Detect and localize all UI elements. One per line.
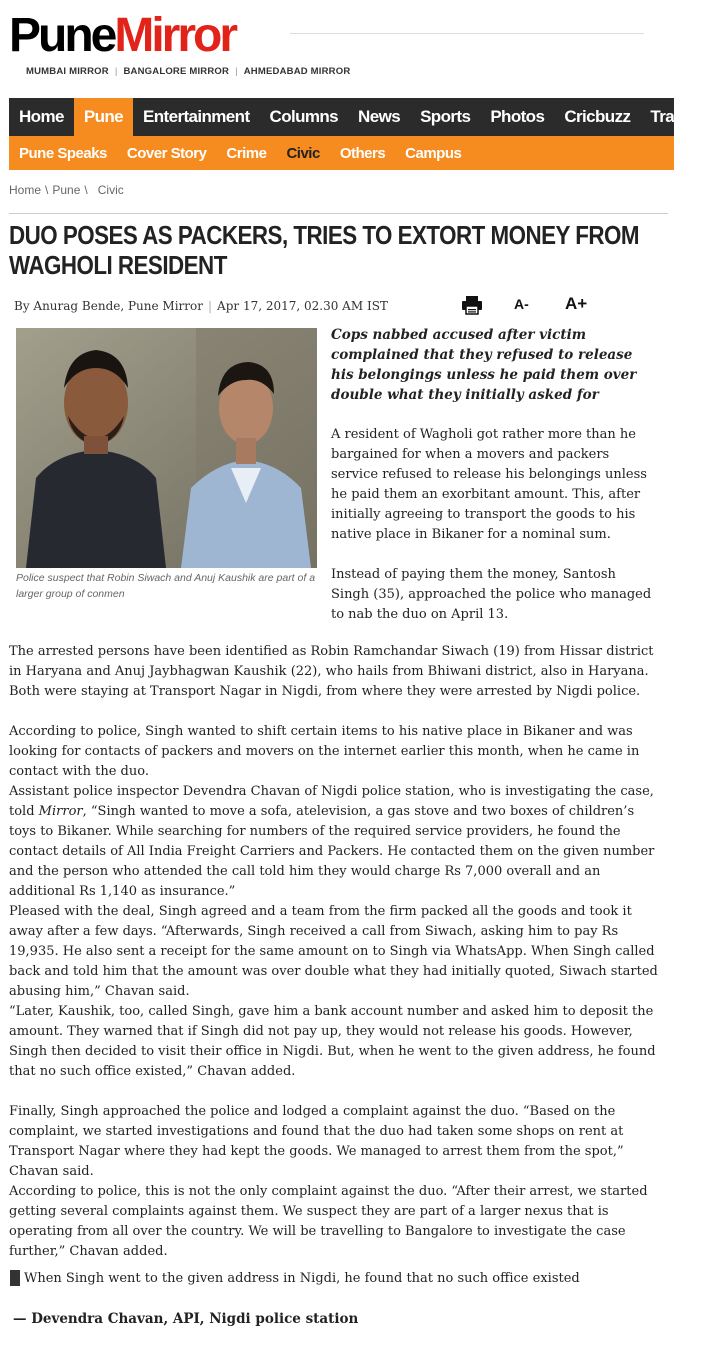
breadcrumb-pune[interactable]: Pune: [52, 183, 81, 197]
article-paragraph: According to police, Singh wanted to shift certain items to his native place in Bikaner and was looking for contacts of packers and movers on the internet earlier this month, when he came in contact with the duo.: [9, 724, 640, 779]
subnav-item-crime[interactable]: Crime: [226, 144, 267, 162]
nav-item-sports[interactable]: Sports: [420, 107, 471, 126]
article-paragraph: “Later, Kaushik, too, called Singh, gave him a bank account number and asked him to deposit the amount. They warned that if Singh did not pay up, they would not release his goods. However, Singh then decided to visit their office in Nigdi. But, when he went to the given address, he found that no such office existed,” Chavan added.: [9, 1004, 656, 1079]
nav-item-pune[interactable]: Pune: [74, 98, 133, 136]
separator: |: [235, 66, 238, 77]
breadcrumb-divider: [9, 213, 668, 214]
nav-item-cricbuzz[interactable]: Cricbuzz: [564, 107, 631, 126]
article-paragraph: A resident of Wagholi got rather more than he bargained for when a movers and packers service refused to release his belongings unless he paid them an exorbitant amount. This, after initially agreeing to transport the goods to his native place in Bikaner for a nominal sum.: [331, 427, 647, 542]
header-divider: [290, 33, 644, 34]
site-logo[interactable]: [9, 8, 235, 60]
subnav-item-others[interactable]: Others: [339, 144, 386, 162]
decrease-font-button[interactable]: A-: [514, 296, 529, 312]
separator: |: [208, 299, 213, 313]
subnav-item-civic[interactable]: Civic: [286, 144, 320, 162]
article-tools: [461, 295, 483, 315]
nav-item-travel[interactable]: Travel: [650, 107, 696, 126]
article-paragraph: According to police, this is not the only complaint against the duo. “After their arrest, we started getting several complaints against them. We suspect they are part of a larger nexus that is operating from all over the country. We will be travelling to Bangalore to investigate the case further,” Chavan added.: [9, 1184, 648, 1259]
increase-font-button[interactable]: A+: [565, 294, 588, 313]
photo-caption: Police suspect that Robin Siwach and Anuj Kaushik are part of a larger group of conmen: [16, 572, 316, 600]
pull-quote: [10, 1270, 580, 1286]
subnav-item-cover-story[interactable]: Cover Story: [126, 144, 207, 162]
subnav-item-pune-speaks[interactable]: Pune Speaks: [19, 144, 107, 162]
article-photo: [16, 328, 317, 568]
p5-text: Assistant police inspector Devendra Chavan of Nigdi police station, who is investigating the case, told: [9, 784, 654, 819]
author: By Anurag Bende, Pune Mirror: [14, 299, 203, 313]
nav-item-news[interactable]: News: [358, 107, 401, 126]
subnav-item-campus[interactable]: Campus: [405, 144, 462, 162]
sister-site-link[interactable]: AHMEDABAD MIRROR: [243, 66, 351, 77]
nav-item-home[interactable]: Home: [19, 107, 64, 126]
nav-item-photos[interactable]: Photos: [490, 107, 545, 126]
article-paragraph: Finally, Singh approached the police and lodged a complaint against the duo. “Based on the complaint, we started investigations and found that the duo had taken some shops on rent at Transport Nagar where they had kept the goods. We managed to arrest them from the spot,” Chavan said.: [9, 1104, 624, 1179]
byline: [14, 299, 388, 313]
sister-sites: [26, 66, 350, 77]
print-icon[interactable]: [461, 295, 483, 315]
quote-marker: [10, 1270, 20, 1286]
article-summary: Cops nabbed accused after victim complained that they refused to release his belongings unless he paid them over double what they initially asked for: [331, 327, 637, 403]
secondary-nav: [9, 136, 674, 170]
pull-quote-attribution: — Devendra Chavan, API, Nigdi police station: [13, 1311, 359, 1327]
logo-mirror: Mirror: [114, 9, 236, 62]
nav-item-entertainment[interactable]: Entertainment: [143, 107, 250, 126]
pull-quote-text: When Singh went to the given address in Nigdi, he found that no such office existed: [24, 1270, 580, 1286]
article-paragraph: Instead of paying them the money, Santosh Singh (35), approached the police who managed to nab the duo on April 13.: [331, 567, 652, 622]
separator: |: [114, 66, 118, 77]
breadcrumb: [9, 183, 124, 197]
publication-name: Mirror: [38, 804, 83, 819]
sister-site-link[interactable]: MUMBAI MIRROR: [26, 66, 109, 77]
primary-nav: [9, 98, 696, 136]
article-paragraph: The arrested persons have been identified as Robin Ramchandar Siwach (19) from Hissar district in Haryana and Anuj Jaybhagwan Kaushik (22), who hails from Bhiwani district, also in Haryana. Both were staying at Transport Nagar in Nigdi, from where they were arrested by Nigdi police.: [9, 644, 654, 699]
breadcrumb-home[interactable]: Home: [9, 183, 42, 197]
p5-text: , “Singh wanted to move a sofa, atelevision, a gas stove and two boxes of children’s toys to Bikaner. While searching for numbers of the required service providers, he found the contact details of All India Freight Carriers and Packers. He contacted them on the given number and the person who attended the call told him they would charge Rs 7,000 overall and an additional Rs 1,140 as insurance.”: [9, 804, 655, 899]
breadcrumb-separator: \: [45, 183, 49, 197]
publish-date: Apr 17, 2017, 02.30 AM IST: [217, 299, 388, 313]
breadcrumb-separator: \: [84, 183, 88, 197]
sister-site-link[interactable]: BANGALORE MIRROR: [123, 66, 230, 77]
article-headline: DUO POSES AS PACKERS, TRIES TO EXTORT MONEY FROM WAGHOLI RESIDENT: [9, 220, 639, 280]
logo-pune: Pune: [9, 9, 115, 62]
breadcrumb-civic[interactable]: Civic: [97, 183, 124, 197]
article-paragraph: [9, 782, 658, 902]
nav-item-columns[interactable]: Columns: [269, 107, 339, 126]
article-paragraph: Pleased with the deal, Singh agreed and a team from the firm packed all the goods and took it away after a few days. “Afterwards, Singh received a call from Siwach, asking him to pay Rs 19,935. He also sent a receipt for the same amount on to Singh via WhatsApp. When Singh called back and told him that the amount was over double what they had initially quoted, Siwach started abusing him,” Chavan said.: [9, 904, 658, 999]
